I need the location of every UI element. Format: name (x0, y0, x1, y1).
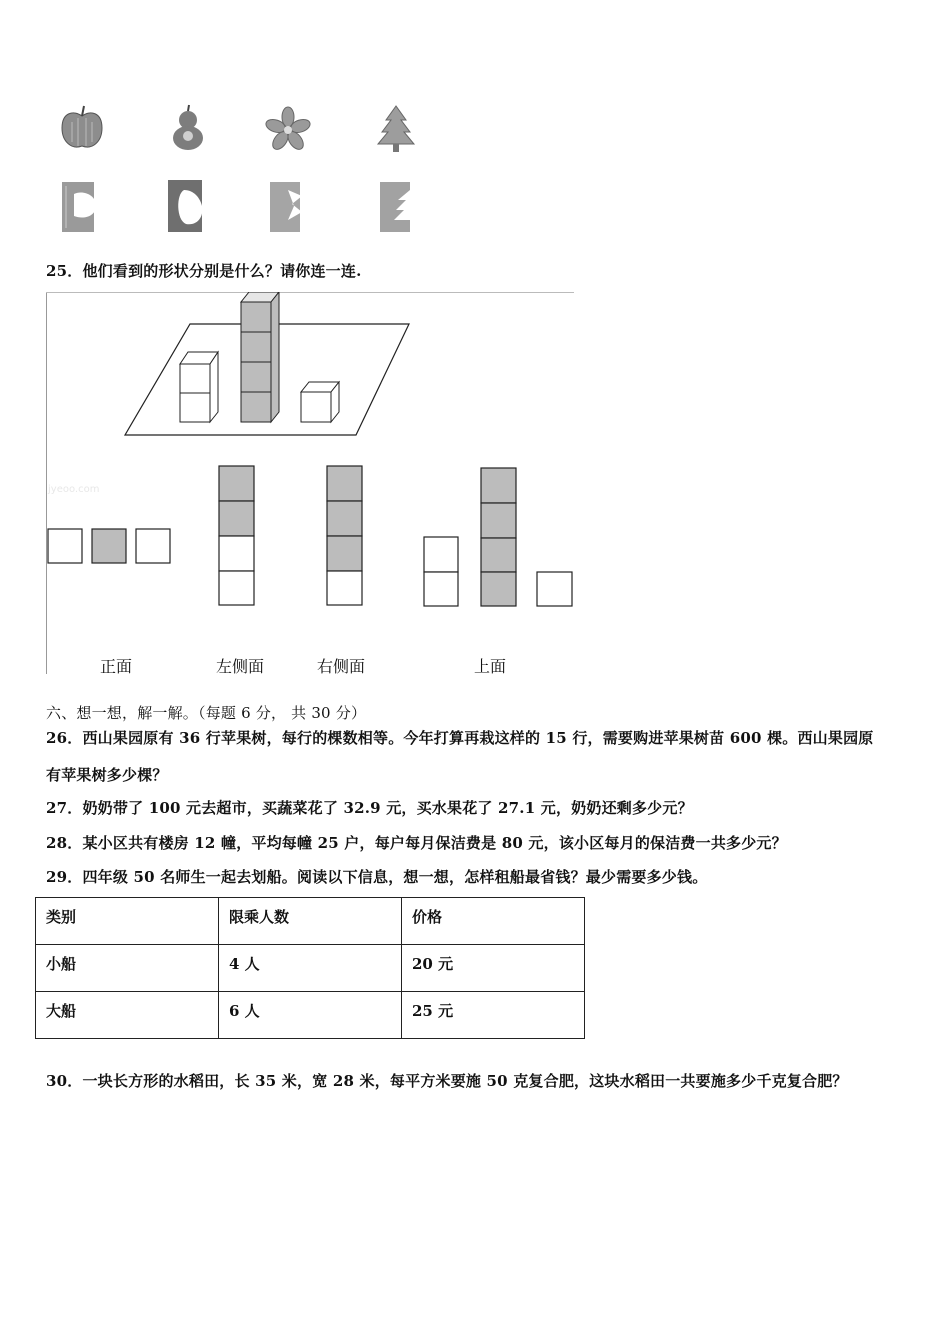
table-cell: 6 人 (219, 992, 402, 1039)
table-header-cell: 限乘人数 (219, 898, 402, 945)
label-left-side: 左侧面 (216, 657, 265, 676)
table-cell: 大船 (36, 992, 219, 1039)
gourd-cutout-card-icon (158, 176, 218, 236)
gourd-icon (158, 100, 218, 160)
table-row (36, 992, 585, 1039)
flower-cutout-card-icon (258, 176, 318, 236)
views-figure (46, 292, 574, 674)
table-row (36, 945, 585, 992)
table-header-cell: 类别 (36, 898, 219, 945)
boat-rental-table (35, 897, 585, 1039)
question-28: 28．某小区共有楼房 12 幢，平均每幢 25 户，每户每月保洁费是 80 元，该小区每月的保洁费一共多少元？ (46, 834, 787, 852)
question-27: 27．奶奶带了 100 元去超市，买蔬菜花了 32.9 元，买水果花了 27.1 元，奶奶还剩多少元？ (46, 799, 693, 817)
flower-icon (258, 100, 318, 160)
watermark: jyeoo.com (48, 484, 100, 495)
apple-icon (52, 100, 112, 160)
apple-cutout-card-icon (52, 176, 112, 236)
table-cell: 小船 (36, 945, 219, 992)
label-top: 上面 (474, 657, 507, 676)
question-26-line2: 有苹果树多少棵？ (46, 766, 168, 784)
table-cell: 4 人 (219, 945, 402, 992)
tree-cutout-card-icon (366, 176, 426, 236)
question-29: 29．四年级 50 名师生一起去划船。阅读以下信息，想一想，怎样租船最省钱？最少需要多少钱。 (46, 868, 708, 886)
question-25: 25．他们看到的形状分别是什么？请你连一连. (46, 262, 362, 280)
label-right-side: 右侧面 (317, 657, 366, 676)
question-30: 30．一块长方形的水稻田，长 35 米，宽 28 米，每平方米要施 50 克复合肥，这块水稻田一共要施多少千克复合肥？ (46, 1072, 848, 1090)
table-header-cell: 价格 (402, 898, 585, 945)
table-cell: 25 元 (402, 992, 585, 1039)
table-cell: 20 元 (402, 945, 585, 992)
question-26-line1: 26．西山果园原有 36 行苹果树，每行的棵数相等。今年打算再栽这样的 15 行，需要购进苹果树苗 600 棵。西山果园原 (46, 729, 874, 747)
section-6-title: 六、想一想，解一解。（每题 6 分， 共 30 分） (46, 704, 367, 722)
tree-icon (366, 100, 426, 160)
label-front: 正面 (100, 657, 133, 676)
table-row (36, 898, 585, 945)
